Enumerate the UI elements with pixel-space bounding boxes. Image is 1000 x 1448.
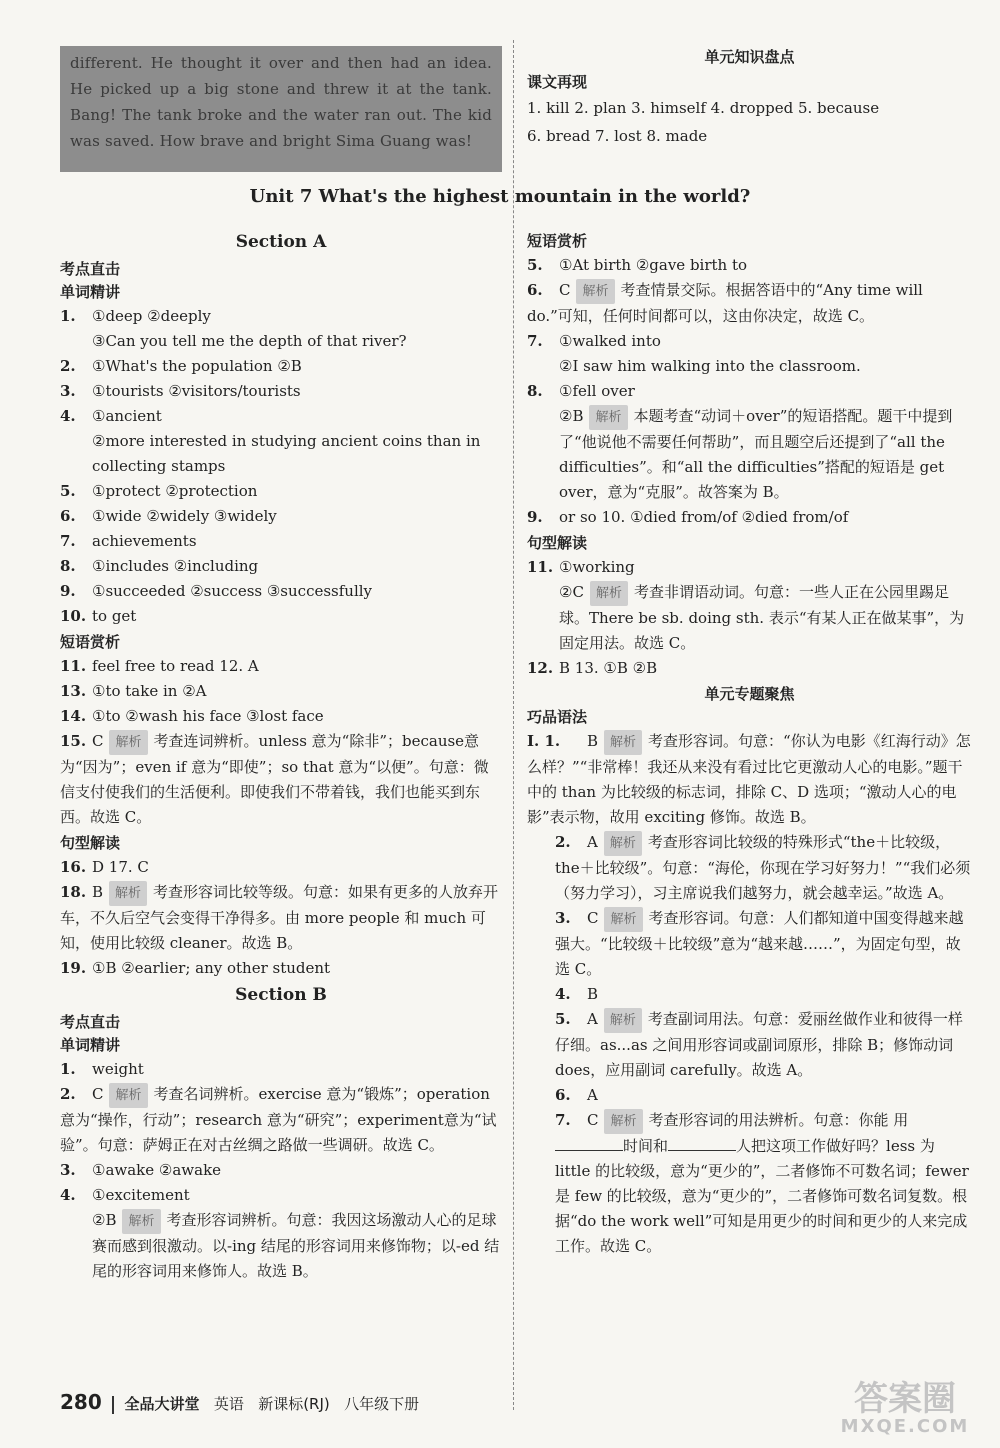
analysis-tag: 解析 xyxy=(109,1083,147,1108)
analysis-tag: 解析 xyxy=(109,730,147,755)
answer-line xyxy=(60,956,502,981)
analysis-tag: 解析 xyxy=(604,831,642,856)
answer-text: A xyxy=(587,1086,598,1104)
answer-line xyxy=(527,982,972,1007)
answer-line xyxy=(60,554,502,579)
answer-text: ①What's the population ②B xyxy=(92,357,302,375)
answer-line xyxy=(60,304,502,329)
answer-text: ②B xyxy=(559,407,584,425)
heading-kaodian: 考点直击 xyxy=(60,1013,121,1031)
analysis-text: 本题考查“动词＋over”的短语搭配。题干中提到了“他说他不需要任何帮助”，而且题空后还提到了“all the difficulties”。和“all the difficulties”搭配的短语是 get over，意为“克服”。故答案为 B。 xyxy=(559,407,953,501)
answer-text: ①B ②earlier; any other student xyxy=(92,959,331,977)
answer-text: ①working xyxy=(559,558,635,576)
answer-number: Ⅰ. 1. xyxy=(527,732,561,750)
answer-text: A xyxy=(587,1010,598,1028)
watermark-text: 答案圈 xyxy=(854,1379,956,1419)
left-column xyxy=(60,46,502,172)
right-top-block xyxy=(527,46,972,150)
heading-duanyu: 短语赏析 xyxy=(527,232,588,250)
unit-focus-heading: 单元专题聚焦 xyxy=(704,685,795,703)
answer-text: ①fell over xyxy=(559,382,635,400)
answer-number: 8. xyxy=(60,557,76,575)
answer-line xyxy=(60,1208,502,1284)
answer-line xyxy=(527,278,972,329)
watermark-logo xyxy=(820,1379,990,1445)
answer-line xyxy=(527,379,972,404)
answer-text: ①succeeded ②success ③successfully xyxy=(92,582,373,600)
answer-number: 16. xyxy=(60,858,87,876)
page-footer xyxy=(60,1390,419,1414)
answer-line xyxy=(60,704,502,729)
brand-name: 全品大讲堂 xyxy=(124,1395,200,1413)
analysis-text: 用 xyxy=(893,1111,909,1129)
heading-duanyu: 短语赏析 xyxy=(60,633,121,651)
answer-line xyxy=(527,729,972,830)
analysis-text: 考查形容词。句意：“你认为电影《红海行动》怎么样？”“非常棒！我还从来没有看过比它更激动人心的电影。”题干中的 than 为比较级的标志词，排除 C、D 选项；“激动人心的电影”表示物，故用 exciting 修饰。故选 B。 xyxy=(527,732,971,826)
answer-number: 2. xyxy=(60,357,76,375)
answer-text: C xyxy=(587,1111,599,1129)
answer-text: C xyxy=(92,1085,104,1103)
answer-line xyxy=(527,830,972,906)
heading-danci: 单词精讲 xyxy=(60,283,121,301)
answer-text: ②B xyxy=(92,1211,117,1229)
answer-line xyxy=(60,654,502,679)
analysis-text: 考查形容词。句意：人们都知道中国变得越来越强大。“比较级＋比较级”意为“越来越……”，为固定句型，故选 C。 xyxy=(555,909,964,978)
story-passage: different. He thought it over and then had an idea. He picked up a big stone and threw it at the tank. Bang! The tank broke and the water ran out. The kid was saved. How brave and bright Sima Guang was! xyxy=(60,46,502,172)
answer-text: ①excitement xyxy=(92,1186,190,1204)
answer-line xyxy=(527,505,972,530)
answer-text: B xyxy=(587,732,599,750)
answer-number: 6. xyxy=(60,507,76,525)
answer-line xyxy=(527,329,972,354)
analysis-tag: 解析 xyxy=(604,730,642,755)
answer-number: 7. xyxy=(60,532,76,550)
fill-blank xyxy=(668,1134,736,1151)
answer-text: ①walked into xyxy=(559,332,661,350)
answer-line xyxy=(60,479,502,504)
answer-line: ②more interested in studying ancient coins than in collecting stamps xyxy=(92,432,481,475)
column-divider xyxy=(513,40,514,1410)
answer-number: 1. xyxy=(60,1060,76,1078)
answer-text: D 17. C xyxy=(92,858,149,876)
answer-text: ①includes ②including xyxy=(92,557,259,575)
answer-text: A xyxy=(587,833,598,851)
answer-text: ①ancient xyxy=(92,407,162,425)
subject: 英语 xyxy=(213,1395,244,1413)
answer-line xyxy=(527,906,972,982)
review-line-1: 1. kill 2. plan 3. himself 4. dropped 5. because xyxy=(527,99,880,117)
answer-number: 7. xyxy=(555,1111,571,1129)
analysis-text: 考查形容词比较级的特殊形式“the＋比较级，the＋比较级”。句意：“海伦，你现在学习好努力！”“我们必须（努力学习），习主席说我们越努力，就会越幸运。”故选 A。 xyxy=(555,833,971,902)
answer-number: 2. xyxy=(60,1085,76,1103)
answer-text: B xyxy=(587,985,599,1003)
analysis-text: 考查情景交际。根据答语中的“Any time will do.”可知，任何时间都可以，这由你决定，故选 C。 xyxy=(527,281,923,325)
answer-line xyxy=(60,1183,502,1208)
analysis-text: 考查连词辨析。unless 意为“除非”；because意为“因为”；even if 意为“即使”；so that 意为“以便”。句意：微信支付使我们的生活便利。即使我们不带着钱，我们也能买到东西。故选 C。 xyxy=(60,732,489,826)
unit-title: Unit 7 What's the highest mountain in the world? xyxy=(249,186,751,207)
answer-line xyxy=(527,1083,972,1108)
answer-number: 8. xyxy=(527,382,543,400)
analysis-text: 考查非谓语动词。句意：一些人正在公园里踢足球。There be sb. doing sth. 表示“有某人正在做某事”，为固定用法。故选 C。 xyxy=(559,583,965,652)
answer-line xyxy=(527,656,972,681)
edition: 新课标(RJ) xyxy=(258,1395,330,1413)
section-a-title: Section A xyxy=(235,232,327,252)
answer-number: 19. xyxy=(60,959,87,977)
answer-text: ①wide ②widely ③widely xyxy=(92,507,277,525)
analysis-tag: 解析 xyxy=(122,1209,160,1234)
answer-number: 9. xyxy=(60,582,76,600)
answer-line xyxy=(60,579,502,604)
answer-line xyxy=(60,379,502,404)
answer-number: 3. xyxy=(60,1161,76,1179)
analysis-tag: 解析 xyxy=(604,1109,642,1134)
answer-line xyxy=(527,404,972,505)
answer-line: ②I saw him walking into the classroom. xyxy=(559,357,861,375)
answer-line xyxy=(60,1158,502,1183)
answer-line xyxy=(60,604,502,629)
answer-number: 11. xyxy=(527,558,554,576)
answer-line xyxy=(60,880,502,956)
analysis-text: 考查形容词的用法辨析。句意：你能 xyxy=(648,1111,889,1129)
heading-juxing: 句型解读 xyxy=(60,834,121,852)
analysis-tag: 解析 xyxy=(604,1008,642,1033)
answer-number: 10. xyxy=(60,607,87,625)
answer-line xyxy=(60,855,502,880)
answer-number: 6. xyxy=(527,281,543,299)
right-answers xyxy=(527,228,972,1259)
answer-number: 4. xyxy=(60,407,76,425)
heading-grammar: 巧品语法 xyxy=(527,708,588,726)
analysis-text: 考查名词辨析。exercise 意为“锻炼”；operation意为“操作，行动”；research 意为“研究”；experiment意为“试验”。句意：萨姆正在对古丝绸之路做一些调研。故选 C。 xyxy=(60,1085,497,1154)
section-b-title: Section B xyxy=(235,985,327,1005)
answer-line xyxy=(527,1108,972,1259)
answer-number: 5. xyxy=(60,482,76,500)
answer-number: 15. xyxy=(60,732,87,750)
answer-text: ①protect ②protection xyxy=(92,482,258,500)
answer-number: 4. xyxy=(555,985,571,1003)
analysis-tag: 解析 xyxy=(590,581,628,606)
answer-line xyxy=(527,1007,972,1083)
answer-line xyxy=(60,529,502,554)
heading-juxing: 句型解读 xyxy=(527,534,588,552)
heading-danci: 单词精讲 xyxy=(60,1036,121,1054)
fill-blank xyxy=(555,1134,623,1151)
answer-line xyxy=(60,404,502,429)
answer-number: 3. xyxy=(60,382,76,400)
answer-line xyxy=(60,729,502,830)
answer-text: ①tourists ②visitors/tourists xyxy=(92,382,301,400)
answer-line xyxy=(527,253,972,278)
answer-line: ③Can you tell me the depth of that river? xyxy=(92,332,407,350)
answer-number: 7. xyxy=(527,332,543,350)
knowledge-heading: 单元知识盘点 xyxy=(704,48,795,66)
answer-number: 12. xyxy=(527,659,554,677)
answer-number: 14. xyxy=(60,707,87,725)
answer-text: feel free to read 12. A xyxy=(92,657,259,675)
answer-line xyxy=(527,555,972,580)
answer-text: ①to ②wash his face ③lost face xyxy=(92,707,324,725)
text-review-heading: 课文再现 xyxy=(527,73,588,91)
answer-number: 3. xyxy=(555,909,571,927)
heading-kaodian: 考点直击 xyxy=(60,260,121,278)
answer-text: or so 10. ①died from/of ②died from/of xyxy=(559,508,849,526)
grade: 八年级下册 xyxy=(344,1395,420,1413)
answer-text: ①deep ②deeply xyxy=(92,307,211,325)
analysis-tag: 解析 xyxy=(109,881,147,906)
answer-line xyxy=(60,354,502,379)
analysis-text: 人把这项工作做好吗？less 为 little 的比较级，意为“更少的”，二者修饰不可数名词；fewer 是 few 的比较级，意为“更少的”，二者修饰可数名词复数。根据“do the work well”可知是用更少的时间和更少的人来完成工作。故选 C。 xyxy=(555,1137,969,1255)
answer-number: 5. xyxy=(555,1010,571,1028)
answer-text: ①awake ②awake xyxy=(92,1161,222,1179)
watermark-url: MXQE.COM xyxy=(840,1416,970,1437)
answer-text: B xyxy=(92,883,104,901)
answer-number: 9. xyxy=(527,508,543,526)
analysis-text: 考查形容词辨析。句意：我因这场激动人心的足球赛而感到很激动。以-ing 结尾的形容词用来修饰物；以-ed 结尾的形容词用来修饰人。故选 B。 xyxy=(92,1211,500,1280)
answer-text: ②C xyxy=(559,583,584,601)
answer-text: C xyxy=(559,281,571,299)
answer-line xyxy=(60,1057,502,1082)
left-answers xyxy=(60,228,502,1284)
analysis-text: 考查形容词比较等级。句意：如果有更多的人放弃开车，不久后空气会变得干净得多。由 more people 和 much 可知，使用比较级 cleaner。故选 B。 xyxy=(60,883,499,952)
answer-text: C xyxy=(92,732,104,750)
answer-number: 6. xyxy=(555,1086,571,1104)
answer-number: 11. xyxy=(60,657,87,675)
analysis-text: 考查副词用法。句意：爱丽丝做作业和彼得一样仔细。as...as 之间用形容词或副词原形，排除 B；修饰动词 does，应用副词 carefully。故选 A。 xyxy=(555,1010,963,1079)
review-line-2: 6. bread 7. lost 8. made xyxy=(527,127,708,145)
answer-number: 13. xyxy=(60,682,87,700)
page-number: 280 xyxy=(60,1390,102,1414)
answer-text: ①to take in ②A xyxy=(92,682,207,700)
answer-line xyxy=(60,504,502,529)
footer-separator xyxy=(112,1396,114,1414)
answer-text: C xyxy=(587,909,599,927)
analysis-tag: 解析 xyxy=(576,279,614,304)
answer-number: 18. xyxy=(60,883,87,901)
answer-number: 5. xyxy=(527,256,543,274)
answer-line xyxy=(60,679,502,704)
answer-text: weight xyxy=(92,1060,144,1078)
answer-number: 4. xyxy=(60,1186,76,1204)
analysis-text: 时间和 xyxy=(623,1137,669,1155)
answer-text: to get xyxy=(92,607,137,625)
answer-line xyxy=(527,580,972,656)
answer-line xyxy=(60,1082,502,1158)
answer-text: achievements xyxy=(92,532,197,550)
analysis-tag: 解析 xyxy=(604,907,642,932)
analysis-tag: 解析 xyxy=(589,405,627,430)
answer-text: ①At birth ②gave birth to xyxy=(559,256,748,274)
answer-number: 2. xyxy=(555,833,571,851)
answer-number: 1. xyxy=(60,307,76,325)
answer-text: B 13. ①B ②B xyxy=(559,659,658,677)
